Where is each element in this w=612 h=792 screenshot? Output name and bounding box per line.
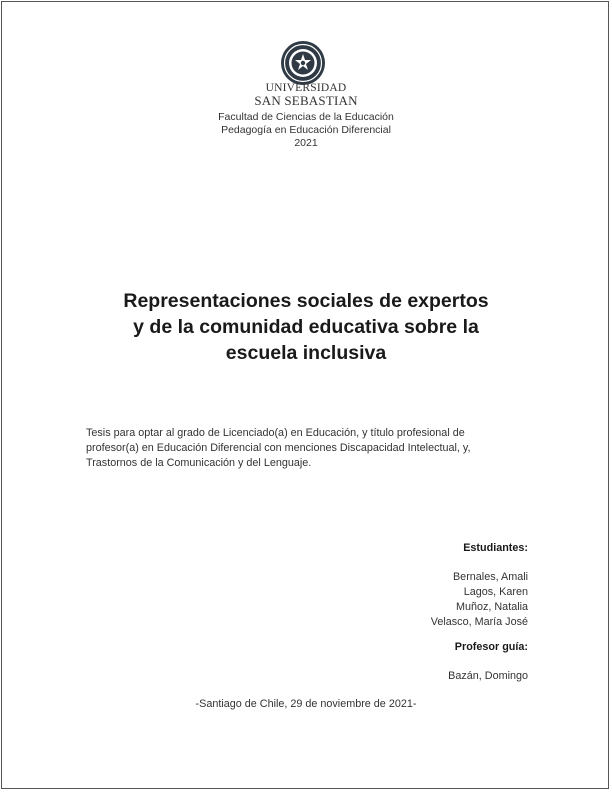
thesis-statement-line3: Trastornos de la Comunicación y del Lenguaje. xyxy=(86,457,312,469)
faculty-name: Facultad de Ciencias de la Educación xyxy=(218,111,394,123)
document-title-line3: escuela inclusiva xyxy=(225,342,387,364)
document-title-line2: y de la comunidad educativa sobre la xyxy=(133,316,479,338)
students-heading: Estudiantes: xyxy=(463,542,528,554)
advisor-heading: Profesor guía: xyxy=(454,641,528,653)
thesis-statement-line2: profesor(a) en Educación Diferencial con menciones Discapacidad Intelectual, y, xyxy=(86,442,471,454)
university-name-line2: SAN SEBASTIAN xyxy=(254,93,358,108)
student-name: Velasco, María José xyxy=(430,616,528,628)
thesis-statement-line1: Tesis para optar al grado de Licenciado(a) en Educación, y título profesional de xyxy=(86,427,465,439)
student-name: Bernales, Amali xyxy=(452,571,528,583)
advisor-name: Bazán, Domingo xyxy=(448,670,528,682)
place-and-date: -Santiago de Chile, 29 de noviembre de 2021- xyxy=(195,698,417,710)
document-title-line1: Representaciones sociales de expertos xyxy=(123,290,489,312)
university-seal-icon xyxy=(280,40,326,86)
header-year: 2021 xyxy=(294,137,318,149)
student-name: Muñoz, Natalia xyxy=(455,601,528,613)
university-name-line1: UNIVERSIDAD xyxy=(265,82,347,94)
student-name: Lagos, Karen xyxy=(463,586,528,598)
program-name: Pedagogía en Educación Diferencial xyxy=(221,124,391,136)
